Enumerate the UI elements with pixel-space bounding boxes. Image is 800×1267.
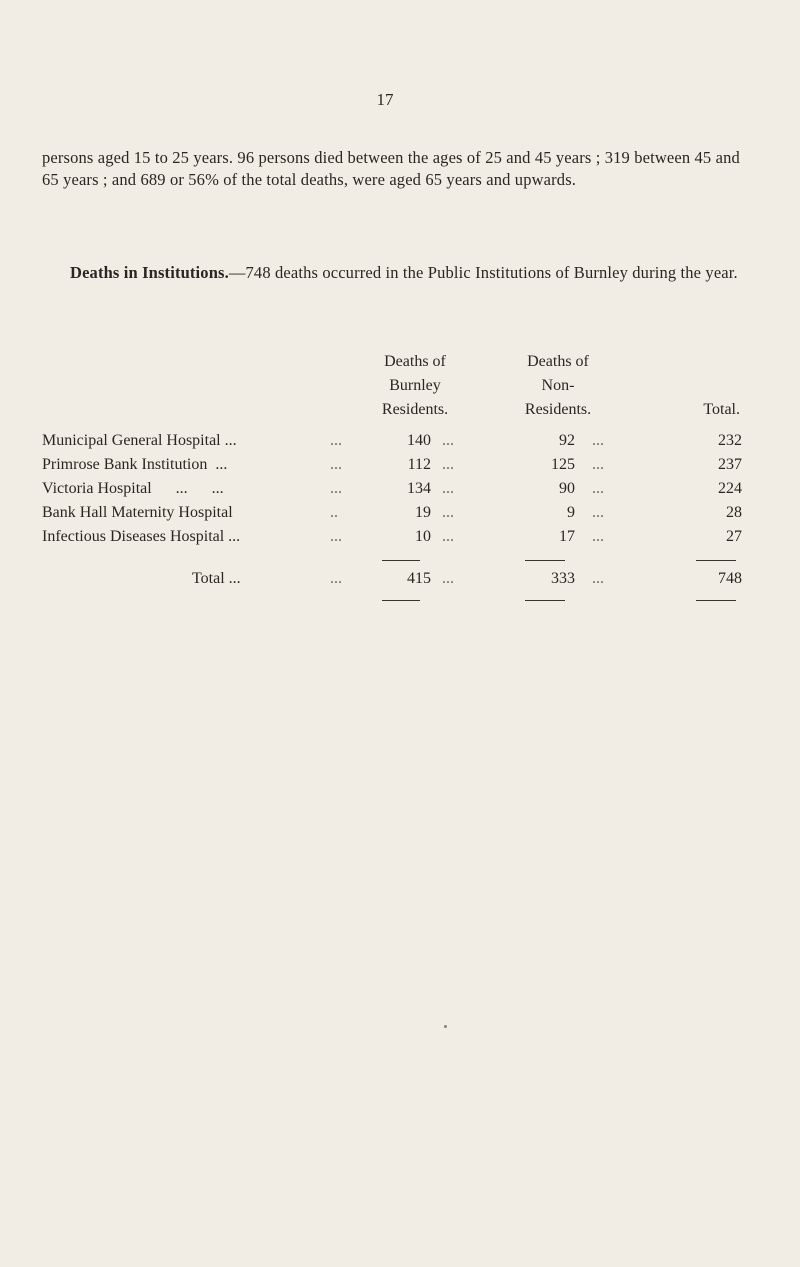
table-row bbox=[42, 504, 742, 528]
total-rule bbox=[696, 600, 736, 601]
subtotal-rule bbox=[382, 560, 420, 561]
total-value: 232 bbox=[718, 432, 742, 449]
leader-dots: ... bbox=[442, 570, 454, 587]
subtotal-rule bbox=[525, 560, 565, 561]
row-label: Primrose Bank Institution ... bbox=[42, 456, 228, 473]
paper-speck bbox=[444, 1025, 447, 1028]
institutions-paragraph bbox=[42, 262, 742, 284]
leader-dots: ... bbox=[442, 456, 454, 473]
total-value: 28 bbox=[726, 504, 742, 521]
total-row bbox=[42, 570, 742, 594]
row-label: Bank Hall Maternity Hospital bbox=[42, 504, 233, 521]
total-value: 237 bbox=[718, 456, 742, 473]
row-label: Victoria Hospital ... ... bbox=[42, 480, 224, 497]
header-burnley-residents bbox=[355, 350, 475, 422]
header-total: Total. bbox=[703, 401, 740, 418]
header-line: Burnley bbox=[389, 377, 441, 394]
total-rule bbox=[382, 600, 420, 601]
table-row bbox=[42, 432, 742, 456]
total-rule bbox=[525, 600, 565, 601]
institutions-heading: Deaths in Institutions. bbox=[70, 263, 229, 282]
table-row bbox=[42, 456, 742, 480]
leader-dots: ... bbox=[442, 432, 454, 449]
header-line: Deaths of bbox=[384, 353, 446, 370]
institutions-text: —748 deaths occurred in the Public Institutions of Burnley during the year. bbox=[228, 263, 738, 282]
burnley-value: 112 bbox=[407, 456, 431, 473]
table-row bbox=[42, 528, 742, 552]
header-line: Residents. bbox=[524, 401, 592, 418]
burnley-total: 415 bbox=[407, 570, 431, 587]
row-label: Municipal General Hospital ... bbox=[42, 432, 237, 449]
non-resident-value: 125 bbox=[551, 456, 575, 473]
burnley-value: 10 bbox=[415, 528, 431, 545]
burnley-value: 140 bbox=[407, 432, 431, 449]
row-label: Infectious Diseases Hospital ... bbox=[42, 528, 241, 545]
leader-dots: ... bbox=[442, 480, 454, 497]
header-line: Residents. bbox=[381, 401, 449, 418]
leader-dots: ... bbox=[330, 432, 342, 449]
page-number: 17 bbox=[376, 90, 394, 109]
leader-dots: .. bbox=[330, 504, 338, 521]
total-label: Total ... bbox=[192, 570, 241, 587]
leader-dots: ... bbox=[330, 570, 342, 587]
non-resident-value: 17 bbox=[559, 528, 575, 545]
intro-paragraph: persons aged 15 to 25 years. 96 persons died between the ages of 25 and 45 years ; 319 between 45 and 65 years ; and 689 or 56% of the total deaths, were aged 65 years and upwards. bbox=[42, 148, 740, 189]
total-value: 27 bbox=[726, 528, 742, 545]
header-line: Deaths of bbox=[527, 353, 589, 370]
leader-dots: ... bbox=[592, 456, 604, 473]
burnley-value: 134 bbox=[407, 480, 431, 497]
leader-dots: ... bbox=[330, 456, 342, 473]
non-resident-total: 333 bbox=[551, 570, 575, 587]
non-resident-value: 92 bbox=[559, 432, 575, 449]
leader-dots: ... bbox=[592, 570, 604, 587]
leader-dots: ... bbox=[592, 504, 604, 521]
header-non-residents bbox=[498, 350, 618, 422]
total-value: 224 bbox=[718, 480, 742, 497]
leader-dots: ... bbox=[442, 528, 454, 545]
leader-dots: ... bbox=[592, 528, 604, 545]
leader-dots: ... bbox=[592, 480, 604, 497]
leader-dots: ... bbox=[592, 432, 604, 449]
header-line: Non- bbox=[541, 377, 575, 394]
burnley-value: 19 bbox=[415, 504, 431, 521]
leader-dots: ... bbox=[330, 528, 342, 545]
non-resident-value: 90 bbox=[559, 480, 575, 497]
grand-total: 748 bbox=[718, 570, 742, 587]
subtotal-rule bbox=[696, 560, 736, 561]
non-resident-value: 9 bbox=[567, 504, 575, 521]
leader-dots: ... bbox=[442, 504, 454, 521]
leader-dots: ... bbox=[330, 480, 342, 497]
table-row bbox=[42, 480, 742, 504]
